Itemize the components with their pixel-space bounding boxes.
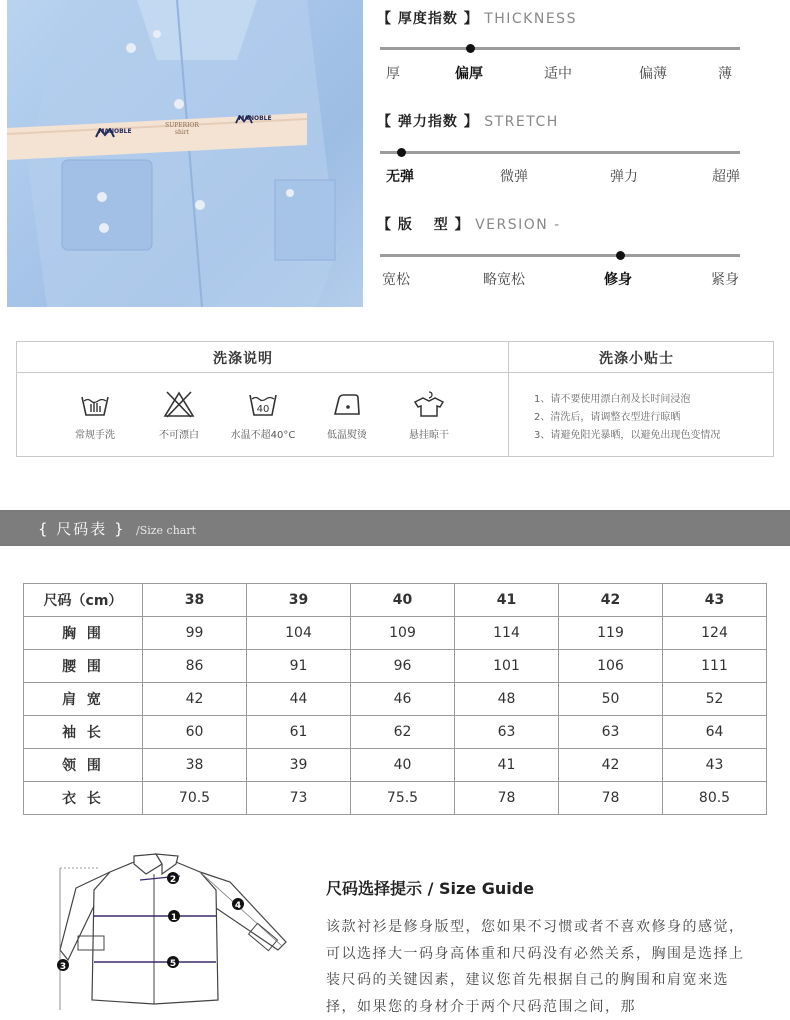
table-cell: 114	[455, 617, 559, 650]
stretch-level-stretch: 弹力	[610, 169, 638, 185]
table-cell: 50	[559, 683, 663, 716]
table-cell: 43	[663, 749, 767, 782]
thickness-level-slightly-thick: 偏厚	[455, 66, 483, 82]
size-chart-title: { 尺码表 }	[38, 520, 126, 538]
row-label: 衣 长	[24, 782, 143, 815]
version-title-cn: 【 版 型 】	[377, 217, 470, 233]
header-cell: 39	[247, 584, 351, 617]
table-cell: 60	[143, 716, 247, 749]
stretch-level-none: 无弹	[386, 169, 414, 185]
label-superior: SUPERIOR	[165, 122, 199, 129]
svg-text:5: 5	[169, 959, 177, 969]
thickness-title-en: THICKNESS	[484, 11, 577, 27]
brand-label-left	[95, 128, 135, 135]
table-cell: 63	[559, 716, 663, 749]
table-cell: 38	[143, 749, 247, 782]
header-cell: 40	[351, 584, 455, 617]
product-photo	[7, 0, 363, 307]
version-level-tight: 紧身	[711, 272, 739, 288]
thickness-title-cn: 【 厚度指数 】	[377, 11, 479, 27]
table-cell: 78	[559, 782, 663, 815]
marker-5	[167, 956, 179, 969]
care-item-hand-wash	[55, 390, 135, 441]
header-cell: 尺码（cm）	[24, 584, 143, 617]
row-label: 领 围	[24, 749, 143, 782]
version-level-slightly-loose: 略宽松	[483, 272, 525, 288]
table-cell: 48	[455, 683, 559, 716]
care-tip-3: 3、请避免阳光暴晒，以避免出现色变情况	[534, 430, 721, 441]
table-cell: 99	[143, 617, 247, 650]
table-cell: 91	[247, 650, 351, 683]
svg-text:4: 4	[234, 901, 242, 911]
size-table-header-row	[24, 584, 767, 617]
table-cell: 61	[247, 716, 351, 749]
version-title-en: VERSION -	[475, 217, 561, 233]
table-row	[24, 782, 767, 815]
thickness-level-thin: 薄	[718, 66, 732, 82]
stretch-indicator	[397, 148, 406, 157]
hand-wash-icon	[79, 390, 111, 418]
table-cell: 124	[663, 617, 767, 650]
table-cell: 42	[143, 683, 247, 716]
care-item-low-iron	[307, 390, 387, 441]
stretch-level-slight: 微弹	[500, 169, 528, 185]
stretch-title	[377, 111, 559, 131]
size-table	[23, 583, 767, 815]
care-item-hang-dry	[389, 390, 469, 441]
marker-4	[232, 898, 244, 911]
care-tip-1: 1、请不要使用漂白剂及长时间浸泡	[534, 394, 691, 405]
version-level-slim: 修身	[604, 272, 632, 288]
table-row	[24, 650, 767, 683]
thickness-level-thick: 厚	[386, 66, 400, 82]
care-label-hand-wash: 常规手洗	[75, 430, 115, 441]
version-title	[377, 214, 561, 234]
marker-3	[57, 959, 69, 972]
care-label-wash-40: 水温不超40°C	[230, 430, 296, 441]
thickness-level-slightly-thin: 偏薄	[639, 66, 667, 82]
svg-text:2: 2	[169, 875, 177, 885]
brand-name: MANOBLE	[98, 128, 132, 135]
no-bleach-icon	[163, 390, 195, 418]
table-cell: 86	[143, 650, 247, 683]
table-cell: 39	[247, 749, 351, 782]
table-row	[24, 617, 767, 650]
table-cell: 52	[663, 683, 767, 716]
header-cell: 38	[143, 584, 247, 617]
version-track	[380, 254, 740, 257]
size-guide-title: 尺码选择提示 / Size Guide	[326, 879, 535, 898]
care-label-no-bleach: 不可漂白	[159, 430, 199, 441]
brand-logo-icon	[235, 115, 253, 124]
wash-40-icon	[247, 390, 279, 418]
brand-logo-icon	[95, 128, 115, 138]
svg-text:1: 1	[170, 913, 178, 923]
header-cell: 42	[559, 584, 663, 617]
header-cell: 43	[663, 584, 767, 617]
hang-dry-icon	[412, 390, 446, 418]
care-item-wash-40	[223, 390, 303, 441]
table-cell: 75.5	[351, 782, 455, 815]
thickness-level-medium: 适中	[544, 66, 572, 82]
table-cell: 41	[455, 749, 559, 782]
care-label-hang-dry: 悬挂晾干	[409, 430, 449, 441]
table-cell: 63	[455, 716, 559, 749]
brand-label-right	[235, 115, 275, 122]
label-shirt: shirt	[174, 129, 190, 136]
stretch-title-cn: 【 弹力指数 】	[377, 114, 479, 130]
table-cell: 109	[351, 617, 455, 650]
table-cell: 111	[663, 650, 767, 683]
table-cell: 40	[351, 749, 455, 782]
care-divider-horizontal	[17, 372, 773, 373]
table-cell: 119	[559, 617, 663, 650]
svg-text:3: 3	[59, 962, 67, 972]
table-cell: 70.5	[143, 782, 247, 815]
header-cell: 41	[455, 584, 559, 617]
stretch-level-super: 超弹	[712, 169, 740, 185]
table-row	[24, 716, 767, 749]
row-label: 肩 宽	[24, 683, 143, 716]
care-instructions-box	[16, 341, 774, 457]
table-cell: 101	[455, 650, 559, 683]
size-chart-title-en: /Size chart	[136, 524, 197, 537]
wash-temp-number: 40	[256, 404, 270, 415]
low-iron-icon	[331, 390, 363, 418]
version-level-loose: 宽松	[382, 272, 410, 288]
thickness-title	[377, 8, 577, 28]
table-row	[24, 683, 767, 716]
care-title: 洗涤说明	[213, 351, 273, 367]
row-label: 袖 长	[24, 716, 143, 749]
table-cell: 44	[247, 683, 351, 716]
stretch-title-en: STRETCH	[484, 114, 559, 130]
care-divider-vertical	[508, 342, 509, 456]
table-cell: 96	[351, 650, 455, 683]
row-label: 腰 围	[24, 650, 143, 683]
version-indicator	[616, 251, 625, 260]
brand-name: MANOBLE	[238, 115, 272, 122]
table-cell: 42	[559, 749, 663, 782]
table-cell: 106	[559, 650, 663, 683]
care-tips-title: 洗涤小贴士	[599, 351, 674, 367]
thickness-indicator	[466, 44, 475, 53]
marker-1	[168, 910, 180, 923]
table-cell: 64	[663, 716, 767, 749]
care-label-low-iron: 低温熨烫	[327, 430, 367, 441]
care-item-no-bleach	[139, 390, 219, 441]
marker-2	[167, 872, 179, 885]
row-label: 胸 围	[24, 617, 143, 650]
table-cell: 73	[247, 782, 351, 815]
shirt-measurement-diagram	[50, 850, 290, 1011]
thickness-track	[380, 47, 740, 50]
label-text	[157, 122, 207, 136]
care-tip-2: 2、清洗后，请调整衣型进行晾晒	[534, 412, 681, 423]
size-guide-text: 该款衬衫是修身版型，您如果不习惯或者不喜欢修身的感觉，可以选择大一码身高体重和尺码没有必然关系，胸围是选择上装尺码的关键因素，建议您首先根据自己的胸围和肩宽来选择，如果您的身材介于两个尺码范围之间，那	[326, 919, 745, 1015]
table-cell: 62	[351, 716, 455, 749]
table-cell: 78	[455, 782, 559, 815]
table-row	[24, 749, 767, 782]
table-cell: 80.5	[663, 782, 767, 815]
table-cell: 46	[351, 683, 455, 716]
size-chart-header	[0, 510, 790, 546]
stretch-track	[380, 151, 740, 154]
table-cell: 104	[247, 617, 351, 650]
